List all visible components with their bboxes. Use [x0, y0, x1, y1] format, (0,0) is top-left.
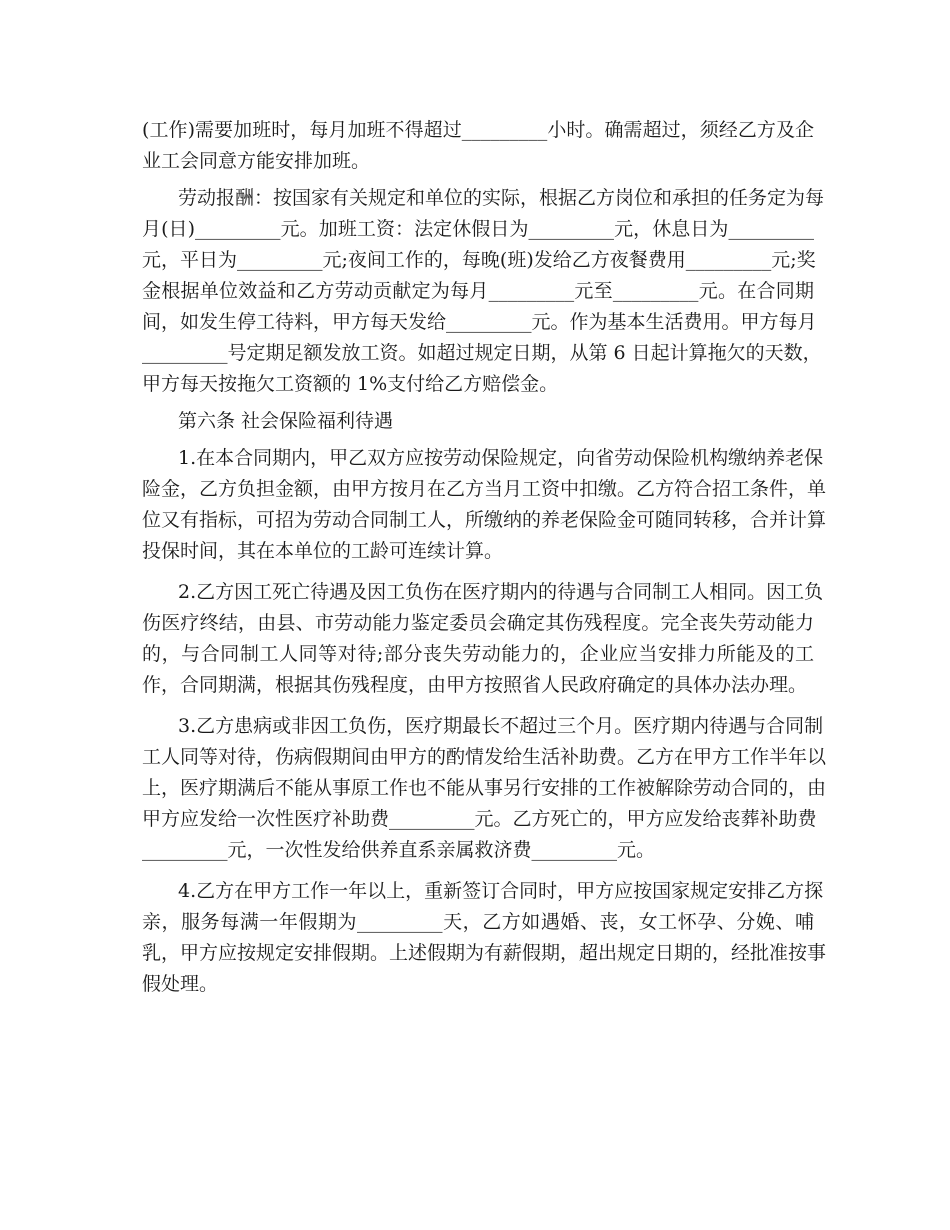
paragraph — [142, 577, 824, 701]
text-line: 上，医疗期满后不能从事原工作也不能从事另行安排的工作被解除劳动合同的，由 — [142, 777, 827, 799]
text-line: _________号定期足额发放工资。如超过规定日期，从第 6 日起计算拖欠的天数， — [142, 342, 822, 364]
text-line: 3.乙方患病或非因工负伤，医疗期最长不超过三个月。医疗期内待遇与合同制 — [178, 715, 824, 737]
text-line: (工作)需要加班时，每月加班不得超过_________小时。确需超过，须经乙方及企 — [142, 119, 814, 141]
text-line: 位又有指标，可招为劳动合同制工人，所缴纳的养老保险金可随同转移，合并计算 — [142, 509, 827, 531]
paragraph — [142, 711, 827, 866]
text-line: 伤医疗终结，由县、市劳动能力鉴定委员会确定其伤残程度。完全丧失劳动能力 — [142, 612, 814, 634]
text-line: 间，如发生停工待料，甲方每天发给_________元。作为基本生活费用。甲方每月 — [142, 311, 817, 333]
paragraph — [142, 115, 814, 177]
text-line: 甲方应发给一次性医疗补助费_________元。乙方死亡的，甲方应发给丧葬补助费 — [142, 808, 817, 830]
section-heading — [142, 406, 814, 437]
text-line: 投保时间，其在本单位的工龄可连续计算。 — [142, 540, 504, 562]
text-line: 业工会同意方能安排加班。 — [142, 150, 371, 172]
text-line: 2.乙方因工死亡待遇及因工负伤在医疗期内的待遇与合同制工人相同。因工负 — [178, 581, 824, 603]
text-line: 金根据单位效益和乙方劳动贡献定为每月_________元至_________元。在合同期 — [142, 280, 814, 302]
text-line: 乳，甲方应按规定安排假期。上述假期为有薪假期，超出规定日期的，经批准按事 — [142, 942, 827, 964]
text-line: 的，与合同制工人同等对待;部分丧失劳动能力的，企业应当安排力所能及的工 — [142, 643, 814, 665]
text-line: 亲，服务每满一年假期为_________天，乙方如遇婚、丧，女工怀孕、分娩、哺 — [142, 911, 814, 933]
text-line: 险金，乙方负担金额，由甲方按月在乙方当月工资中扣缴。乙方符合招工条件，单 — [142, 478, 827, 500]
paragraph — [142, 183, 825, 400]
text-line: 第六条 社会保险福利待遇 — [178, 410, 394, 432]
text-line: 劳动报酬：按国家有关规定和单位的实际，根据乙方岗位和承担的任务定为每 — [178, 187, 825, 209]
text-line: 1.在本合同期内，甲乙双方应按劳动保险规定，向省劳动保险机构缴纳养老保 — [178, 447, 824, 469]
text-line: 元，平日为_________元;夜间工作的，每晚(班)发给乙方夜餐费用_________元;奖 — [142, 249, 816, 271]
text-line: 4.乙方在甲方工作一年以上，重新签订合同时，甲方应按国家规定安排乙方探 — [178, 880, 824, 902]
text-line: 假处理。 — [142, 973, 219, 995]
text-line: _________元，一次性发给供养直系亲属救济费_________元。 — [142, 839, 656, 861]
paragraph — [142, 443, 827, 567]
text-line: 作，合同期满，根据其伤残程度，由甲方按照省人民政府确定的具体办法办理。 — [142, 674, 808, 696]
paragraph — [142, 876, 827, 1000]
text-line: 甲方每天按拖欠工资额的 1%支付给乙方赔偿金。 — [142, 373, 559, 395]
text-line: 工人同等对待，伤病假期间由甲方的酌情发给生活补助费。乙方在甲方工作半年以 — [142, 746, 827, 768]
document-page — [142, 115, 827, 1000]
text-line: 月(日)_________元。加班工资：法定休假日为_________元，休息日为_________ — [142, 218, 814, 240]
